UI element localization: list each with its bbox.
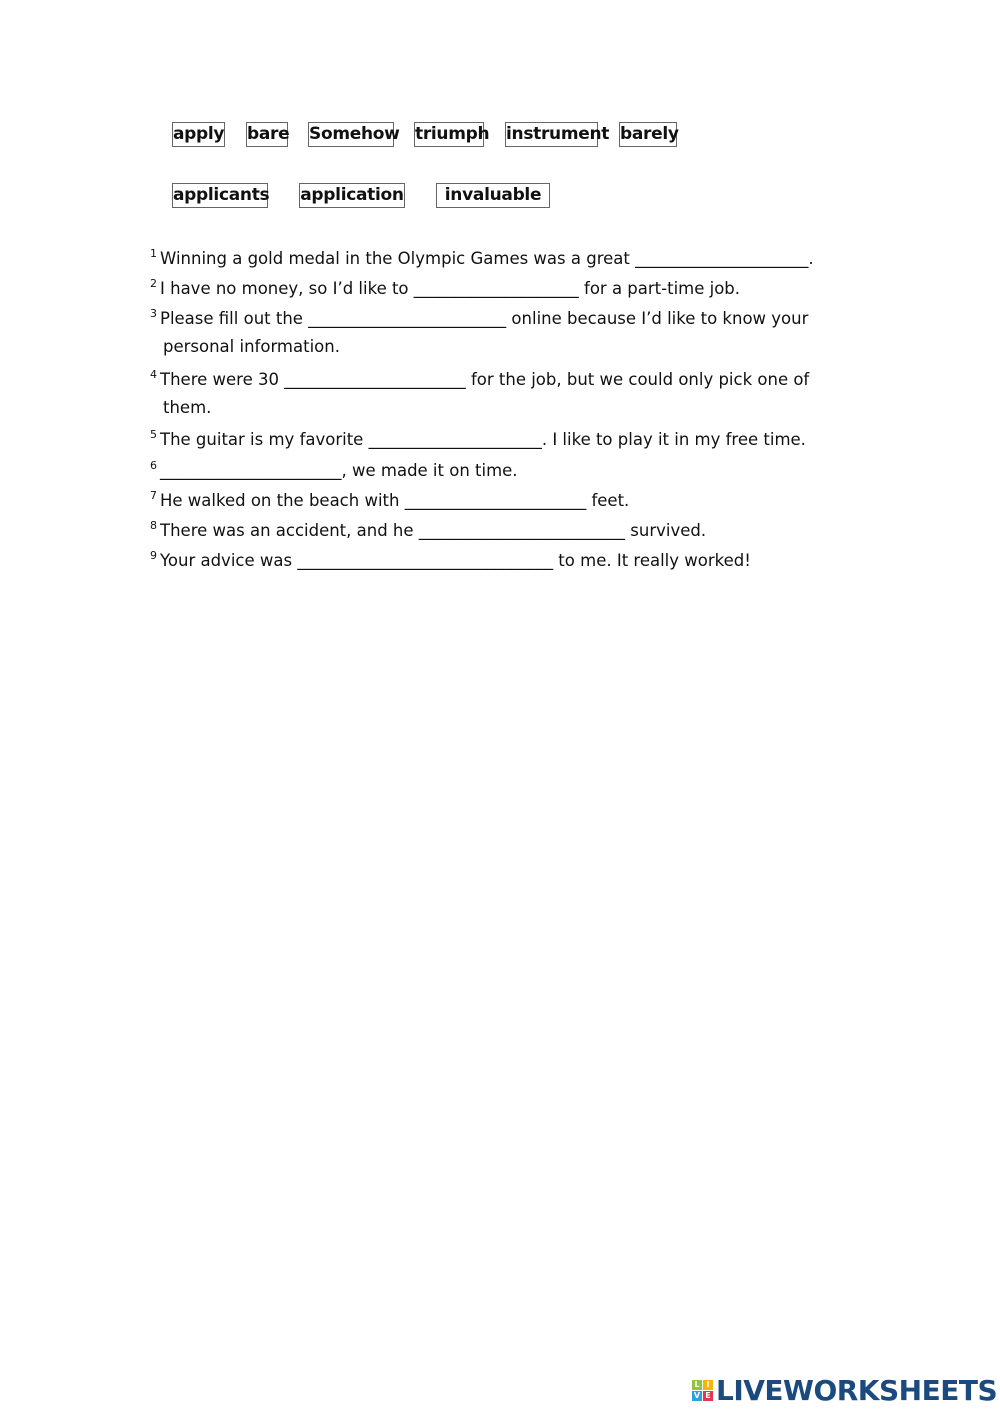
sentence-number: 1 (150, 247, 157, 260)
sentence-text[interactable]: He walked on the beach with ______________________ feet. (160, 491, 630, 510)
sentence-number: 9 (150, 549, 157, 562)
sentence-text[interactable]: There were 30 ______________________ for the job, but we could only pick one of (160, 370, 810, 389)
word-triumph[interactable]: triumph (414, 122, 484, 147)
sentence-number: 4 (150, 368, 157, 381)
sentence-9 (150, 549, 751, 570)
word-applicants[interactable]: applicants (172, 183, 268, 208)
sentence-text[interactable]: I have no money, so I’d like to ____________________ for a part-time job. (160, 279, 741, 298)
sentence-text[interactable]: Please fill out the ________________________ online because I’d like to know your (160, 309, 809, 328)
sentence-text[interactable]: Your advice was _______________________________ to me. It really worked! (160, 551, 751, 570)
sentence-number: 6 (150, 459, 157, 472)
sentence-number: 5 (150, 428, 157, 441)
sentence-5 (150, 428, 806, 449)
sentence-number: 8 (150, 519, 157, 532)
sentence-7 (150, 489, 629, 510)
sentence-text[interactable]: There was an accident, and he _________________________ survived. (160, 521, 707, 540)
word-apply[interactable]: apply (172, 122, 225, 147)
sentence-continuation: personal information. (163, 337, 340, 356)
sentence-text[interactable]: The guitar is my favorite _____________________. I like to play it in my free time. (160, 430, 806, 449)
sentence-2 (150, 277, 740, 298)
word-instrument[interactable]: instrument (505, 122, 598, 147)
sentence-text[interactable]: Winning a gold medal in the Olympic Games was a great _____________________. (160, 249, 814, 268)
sentence-1 (150, 247, 814, 268)
word-invaluable[interactable]: invaluable (436, 183, 550, 208)
logo-tiles-icon: L I V E (692, 1380, 713, 1401)
liveworksheets-logo (692, 1374, 997, 1407)
sentence-4 (150, 368, 809, 389)
sentence-number: 7 (150, 489, 157, 502)
sentence-3 (150, 307, 808, 328)
word-application[interactable]: application (299, 183, 405, 208)
sentence-continuation: them. (163, 398, 212, 417)
word-bare[interactable]: bare (246, 122, 288, 147)
sentence-number: 2 (150, 277, 157, 290)
word-barely[interactable]: barely (619, 122, 677, 147)
sentence-8 (150, 519, 706, 540)
sentence-number: 3 (150, 307, 157, 320)
sentence-text[interactable]: ______________________, we made it on time. (160, 461, 518, 480)
sentence-6 (150, 459, 518, 480)
word-somehow[interactable]: Somehow (308, 122, 394, 147)
logo-text: LIVEWORKSHEETS (716, 1374, 998, 1407)
